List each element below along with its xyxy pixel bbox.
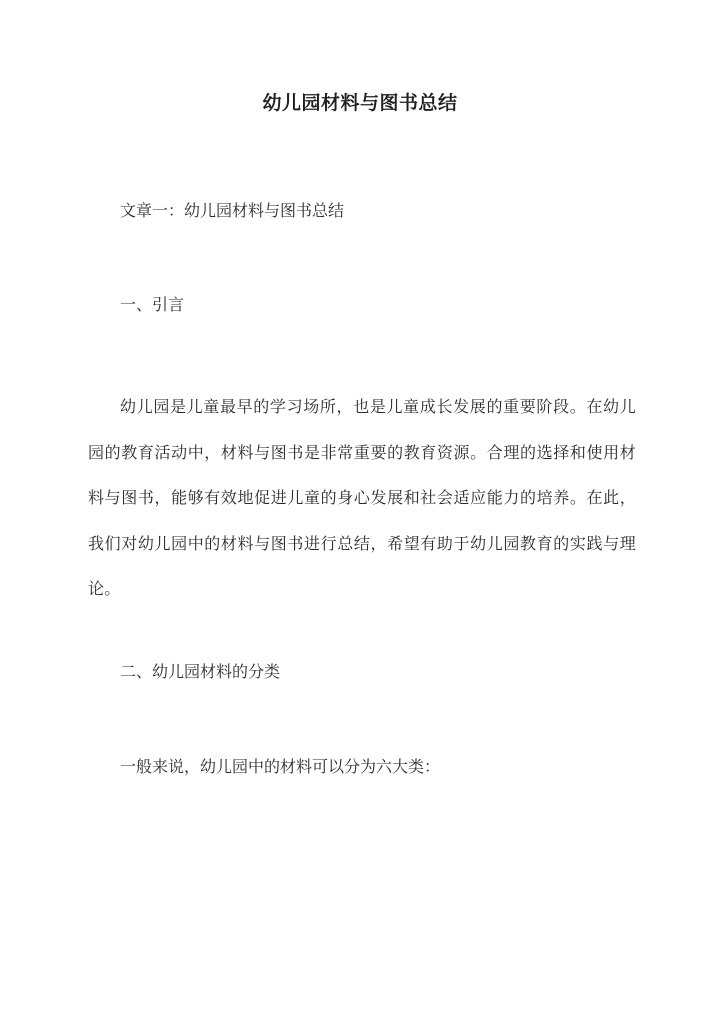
document-title: 幼儿园材料与图书总结 [262,92,458,114]
article-heading: 文章一：幼儿园材料与图书总结 [120,201,345,220]
section-heading-material-classification: 二、幼儿园材料的分类 [120,662,281,681]
section-heading-introduction: 一、引言 [120,295,185,314]
introduction-paragraph: 幼儿园是儿童最早的学习场所，也是儿童成长发展的重要阶段。在幼儿园的教育活动中，材料与图书是非常重要的教育资源。合理的选择和使用材料与图书，能够有效地促进儿童的身心发展和社会适应能力的培养。在此，我们对幼儿园中的材料与图书进行总结，希望有助于幼儿园教育的实践与理论。 [88,397,636,598]
material-classification-intro: 一般来说，幼儿园中的材料可以分为六大类： [120,757,441,776]
